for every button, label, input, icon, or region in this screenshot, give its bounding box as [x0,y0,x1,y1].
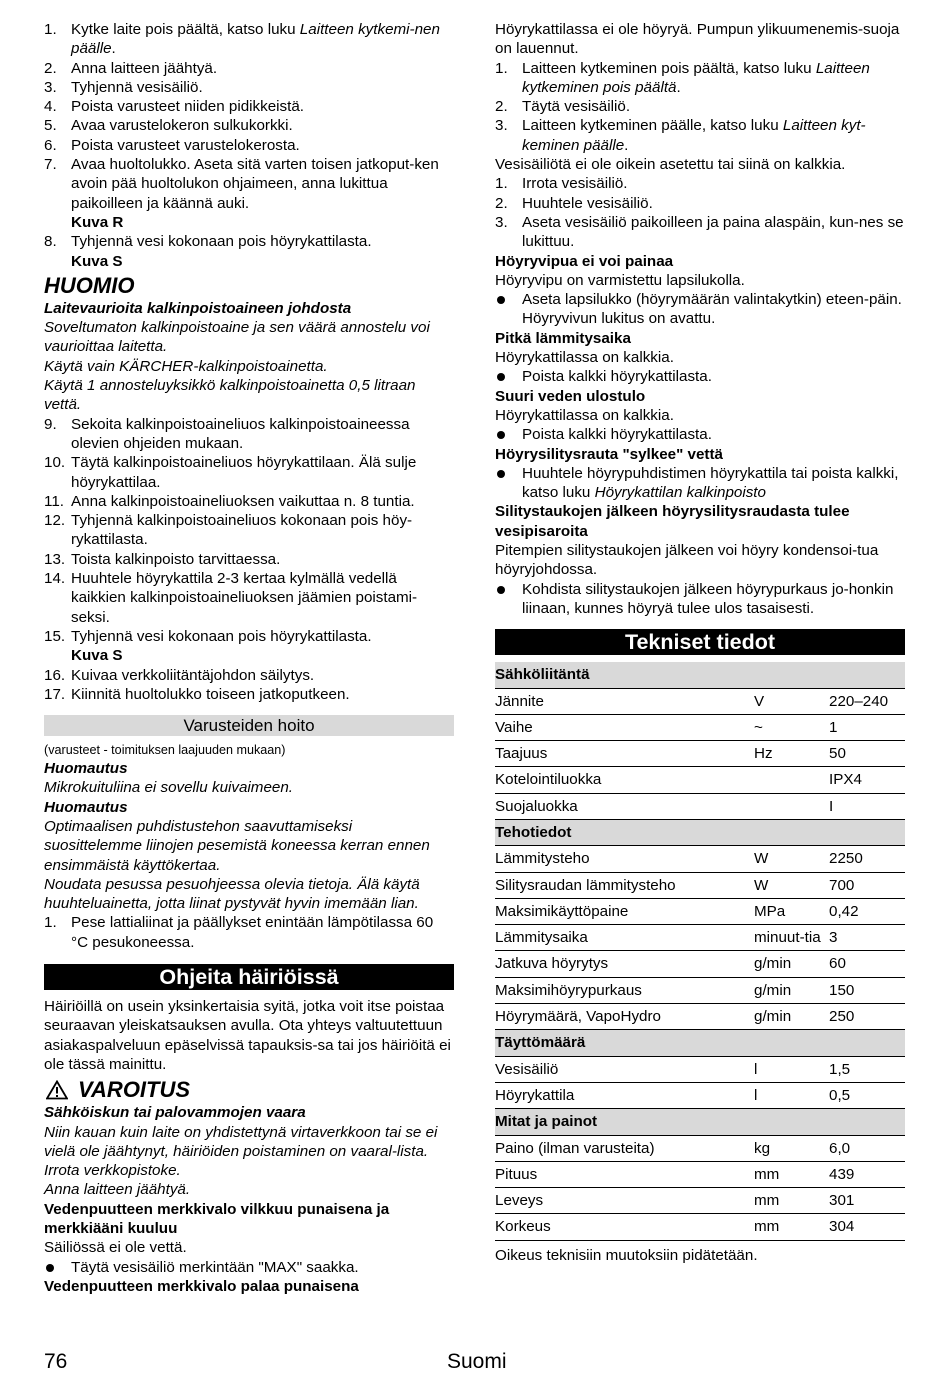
spec-section-row: Tehotiedot [495,819,905,845]
section-heading-accessories: Varusteiden hoito [44,715,454,736]
fault-steps [495,174,905,251]
notice-text: Käytä vain KÄRCHER-kalkinpoistoainetta. [44,357,328,375]
list-item: 3. Tyhjennä vesisäiliö. [44,78,203,96]
fault-remedy: Täytä vesisäiliö merkintään "MAX" saakka. [44,1258,454,1277]
note-text: Mikrokuituliina ei sovellu kuivaimeen. [44,779,294,797]
descaling-steps [44,415,454,647]
list-item: 12. Tyhjennä kalkinpoistoaineliuos kokonaan pois höy-rykattilasta. [44,512,413,549]
list-item: 11. Anna kalkinpoistoaineliuoksen vaikuttaa n. 8 tuntia. [44,492,415,510]
note-heading: Huomautus [44,798,128,816]
list-item: 1. Irrota vesisäiliö. [495,175,628,193]
table-row: Vaihe ~ 1 [495,714,905,740]
list-item: 7. Avaa huoltolukko. Aseta sitä varten toisen jatkoput-ken avoin pää huoltolukon ohjaimeen, anna lukittua paikoilleen ja käännä auki. [44,156,439,212]
list-item: 14. Huuhtele höyrykattila 2-3 kertaa kylmällä vedellä kaikkien kalkinpoistoaineliuoksen jäämien poistami-seksi. [44,570,418,626]
troubleshooting-intro: Häiriöillä on usein yksinkertaisia syitä, jotka voit itse poistaa seuraavan yleiskatsauksen avulla. Ota yhteys valtuutettuun asiakaspalveluun epäselvissä tapauksis-sa tai jos häiriöitä ei ole tässä mainittu. [44,998,451,1073]
table-row: Taajuus Hz 50 [495,741,905,767]
table-row: Leveys mm 301 [495,1188,905,1214]
list-item: 2. Anna laitteen jäähtyä. [44,59,218,77]
accessories-note: (varusteet - toimituksen laajuuden mukaan) [44,743,286,758]
spec-section-row: Täyttömäärä [495,1030,905,1056]
notice-text: Käytä 1 annosteluyksikkö kalkinpoistoainetta 0,5 litraan vettä. [44,377,416,414]
fault-remedy: Aseta lapsilukko (höyrymäärän valintakytkin) eteen-päin. [495,290,905,309]
list-item: 1. Laitteen kytkeminen pois päältä, katso luku Laitteen kytkeminen pois päältä. [495,59,870,96]
table-row: Paino (ilman varusteita) kg 6,0 [495,1135,905,1161]
table-row: Jännite V 220–240 [495,688,905,714]
note-text: Optimaalisen puhdistustehon saavuttamiseksi suosittelemme liinojen pesemistä koneessa kerran ennen ensimmäistä käyttökertaa. [44,817,430,874]
fault-cause: Höyryvipu on varmistettu lapsilukolla. [495,271,745,289]
table-row: Pituus mm 439 [495,1161,905,1187]
table-row: Maksimikäyttöpaine MPa 0,42 [495,898,905,924]
figure-ref: Kuva S [71,647,123,665]
list-item: 3. Aseta vesisäiliö paikoilleen ja paina alaspäin, kun-nes se lukittuu. [495,213,904,251]
fault-remedy: Poista kalkki höyrykattilasta. [495,425,905,444]
fault-result: Höyryvivun lukitus on avattu. [522,310,716,328]
right-column [495,20,905,1265]
list-item: 10. Täytä kalkinpoistoaineliuos höyrykattilaan. Älä sulje höyrykattilaa. [44,454,417,491]
table-row: Höyrykattila l 0,5 [495,1082,905,1108]
list-item: 6. Poista varusteet varustelokerosta. [44,136,300,154]
table-row: Kotelointiluokka IPX4 [495,767,905,793]
list-item: 5. Avaa varustelokeron sulkukorkki. [44,117,293,135]
fault-steps [495,59,905,155]
figure-ref: Kuva S [71,252,123,270]
fault-heading: Suuri veden ulostulo [495,387,646,405]
table-row: Korkeus mm 304 [495,1214,905,1240]
list-item: 16. Kuivaa verkkoliitäntäjohdon säilytys. [44,666,315,684]
note-heading: Huomautus [44,760,128,778]
table-row: Höyrymäärä, VapoHydro g/min 250 [495,1004,905,1030]
note-text: Noudata pesussa pesuohjeessa olevia tietoja. Älä käytä huuhteluainetta, jotta liinat pystyvät hyvin imemään lian. [44,875,420,913]
fault-cause: Höyrykattilassa ei ole höyryä. Pumpun ylikuumenemis-suoja on lauennut. [495,21,900,58]
bullet-icon [497,296,505,304]
bullet-icon [497,470,505,478]
list-item: 13. Toista kalkinpoisto tarvittaessa. [44,550,281,568]
list-item: 9. Sekoita kalkinpoistoaineliuos kalkinpoistoaineessa olevien ohjeiden mukaan. [44,415,410,452]
list-item: 1. Kytke laite pois päältä, katso luku Laitteen kytkemi-nen päälle. [44,21,440,58]
table-row: Maksimihöyrypurkaus g/min 150 [495,977,905,1003]
warning-subtitle: Sähköiskun tai palovammojen vaara [44,1104,306,1122]
fault-remedy: Kohdista silitystaukojen jälkeen höyrypurkaus jo-honkin liinaan, kunnes höyryä tulee ulos tasaisesti. [495,580,905,619]
footer-language: Suomi [447,1350,507,1373]
fault-heading: Höyrysilitysrauta "sylkee" vettä [495,445,723,463]
notice-subtitle: Laitevaurioita kalkinpoistoaineen johdosta [44,299,352,317]
table-row: Lämmitysteho W 2250 [495,846,905,872]
list-item: 17. Kiinnitä huoltolukko toiseen jatkoputkeen. [44,685,350,703]
table-row: Lämmitysaika minuut-tia 3 [495,925,905,951]
bullet-icon [497,431,505,439]
warning-triangle-icon [46,1080,68,1100]
table-row: Jatkuva höyrytys g/min 60 [495,951,905,977]
list-item: 3. Laitteen kytkeminen päälle, katso luku Laitteen kyt-keminen päälle. [495,117,866,154]
fault-remedy: Poista kalkki höyrykattilasta. [495,367,905,386]
fault-heading: Vedenpuutteen merkkivalo palaa punaisena [44,1277,359,1295]
warning-heading: VAROITUS [44,1077,454,1103]
storage-steps [44,666,454,705]
list-item: 8. Tyhjennä vesi kokonaan pois höyrykattilasta. [44,233,372,251]
spec-section-row: Mitat ja painot [495,1109,905,1135]
fault-heading: Pitkä lämmitysaika [495,329,631,347]
table-row: Suojaluokka I [495,793,905,819]
notice-heading: HUOMIO [44,272,135,298]
left-column [44,20,454,1296]
fault-heading: Silitystaukojen jälkeen höyrysilitysraudasta tulee vesipisaroita [495,503,850,540]
bullet-icon [497,373,505,381]
technical-note: Oikeus teknisiin muutoksiin pidätetään. [495,1246,758,1264]
list-item: 1. Pese lattialiinat ja päällykset enintään lämpötilassa 60 °C pesukoneessa. [44,914,434,951]
fault-heading: Vedenpuutteen merkkivalo vilkkuu punaisena ja merkkiääni kuuluu [44,1200,390,1238]
technical-data-table [495,662,905,1241]
table-row: Vesisäiliö l 1,5 [495,1056,905,1082]
fault-remedy: Huuhtele höyrypuhdistimen höyrykattila tai poista kalkki, katso luku Höyrykattilan kalkinpoisto [495,464,905,503]
list-item: 15. Tyhjennä vesi kokonaan pois höyrykattilasta. [44,627,372,645]
fault-cause: Vesisäiliötä ei ole oikein asetettu tai siinä on kalkkia. [495,156,846,174]
section-heading-technical-data: Tekniset tiedot [495,629,905,655]
fault-cause: Höyrykattilassa on kalkkia. [495,349,674,367]
list-item: 2. Huuhtele vesisäiliö. [495,194,653,212]
fault-cause: Säiliössä ei ole vettä. [44,1239,187,1257]
table-row: Silitysraudan lämmitysteho W 700 [495,872,905,898]
list-item: 4. Poista varusteet niiden pidikkeistä. [44,98,305,116]
warning-text: Anna laitteen jäähtyä. [44,1181,191,1199]
notice-text: Soveltumaton kalkinpoistoaine ja sen väärä annostelu voi vaurioittaa laitetta. [44,319,430,356]
fault-cause: Pitempien silitystaukojen jälkeen voi höyry kondensoi-tua höyryjohdossa. [495,542,879,579]
spec-section-row: Sähköliitäntä [495,662,905,688]
page-number: 76 [44,1350,68,1373]
bullet-icon [497,586,505,594]
list-item: 2. Täytä vesisäiliö. [495,98,631,116]
fault-heading: Höyryvipua ei voi painaa [495,252,674,270]
warning-text: Niin kauan kuin laite on yhdistettynä virtaverkkoon tai se ei vielä ole jäähtynyt, häiriöiden poistaminen on vaaral-lista. [44,1123,438,1160]
warning-text: Irrota verkkopistoke. [44,1162,181,1180]
fault-cause: Höyrykattilassa on kalkkia. [495,406,674,424]
maintenance-steps [44,20,454,213]
section-heading-troubleshooting: Ohjeita häiriöissä [44,964,454,990]
figure-ref: Kuva R [71,213,124,231]
bullet-icon [46,1264,54,1272]
